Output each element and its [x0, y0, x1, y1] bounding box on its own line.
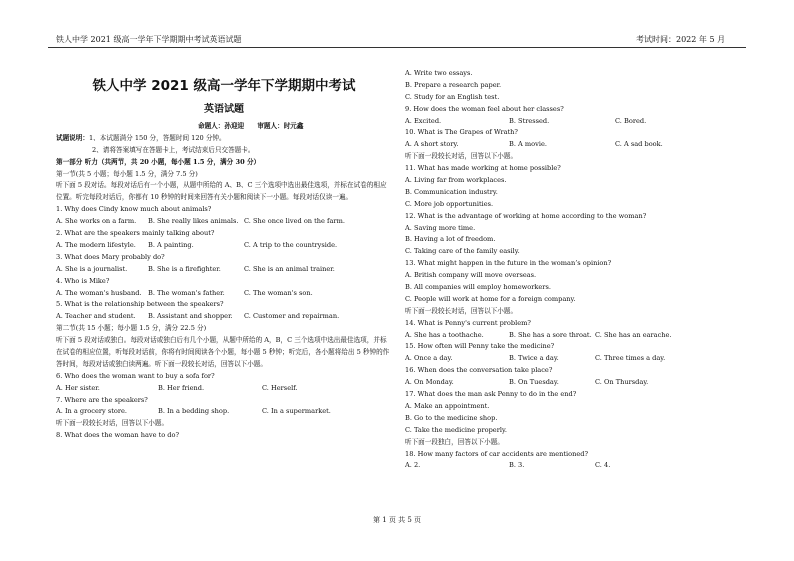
option-c: C. Three times a day. [595, 354, 666, 363]
question-options [56, 240, 392, 252]
question-stem: 11. What has made working at home possible? [405, 164, 561, 173]
option-c: C. People will work at home for a foreign company. [405, 294, 576, 303]
question-options [56, 264, 392, 276]
authors: 命题人：孙迎迎 审题人：时元鑫 [198, 122, 304, 130]
option-b: B. The woman's father. [148, 288, 225, 297]
option-b: B. Twice a day. [509, 354, 559, 363]
option-c: C. Take the medicine properly. [405, 425, 507, 434]
question-stem: 4. Who is Mike? [56, 276, 110, 285]
instructions-line-2: 2、请将答案填写在答题卡上，考试结束后只交答题卡。 [92, 145, 255, 154]
page-header-right: 考试时间：2022 年 5 月 [636, 35, 726, 44]
question-options [405, 377, 741, 389]
option-b: B. A movie. [509, 140, 547, 149]
instructions-line-1 [56, 133, 392, 145]
listen-prompt: 听下面一段较长对话，回答以下小题。 [405, 306, 518, 315]
question-stem: 16. When does the conversation take place? [405, 366, 553, 375]
option-a: A. She works on a farm. [56, 217, 137, 226]
option-a: A. Living far from workplaces. [405, 176, 507, 185]
option-c: C. She is an animal trainer. [244, 264, 335, 273]
option-b: B. 3. [509, 461, 525, 470]
option-b: B. All companies will employ homeworkers. [405, 283, 551, 292]
option-a: A. Saving more time. [405, 223, 476, 232]
option-a: A. Her sister. [56, 383, 100, 392]
question-stem: 12. What is the advantage of working at home according to the woman? [405, 211, 647, 220]
option-b: B. On Tuesday. [509, 378, 559, 387]
question-stem: 2. What are the speakers mainly talking about? [56, 229, 215, 238]
option-b: B. Communication industry. [405, 187, 498, 196]
option-c: C. Bored. [615, 116, 647, 125]
option-b: B. Having a lot of freedom. [405, 235, 496, 244]
header-rule [48, 47, 746, 48]
option-a: A. Excited. [405, 116, 442, 125]
page-header-left: 铁人中学 2021 级高一学年下学期期中考试英语试题 [56, 35, 242, 44]
listen-prompt: 听下面一段较长对话，回答以下小题。 [405, 152, 518, 161]
question-stem: 17. What does the man ask Penny to do in the end? [405, 390, 577, 399]
question-stem: 13. What might happen in the future in the woman’s opinion? [405, 259, 612, 268]
option-a: A. Teacher and student. [56, 312, 136, 321]
option-c: C. She once lived on the farm. [244, 217, 345, 226]
option-c: C. 4. [595, 461, 611, 470]
question-options [56, 383, 392, 395]
question-options [56, 288, 392, 300]
option-a: A. The modern lifestyle. [56, 240, 136, 249]
listen-prompt: 听下面一段较长对话，回答以下小题。 [56, 419, 169, 428]
option-a: A. Make an appointment. [405, 401, 490, 410]
section-one-intro: 听下面 5 段对话。每段对话后有一个小题，从题中所给的 A、B、C 三个选项中选出最佳选项，并标在试卷的相应位置。听完每段对话后，你都有 10 秒钟的时间来回答有关小题和阅读下一小题。每段对话仅读一遍。 [56, 181, 387, 202]
question-stem: 8. What does the woman have to do? [56, 431, 180, 440]
right-column [405, 68, 741, 472]
question-stem: 18. How many factors of car accidents are mentioned? [405, 449, 589, 458]
option-b: B. Prepare a research paper. [405, 80, 502, 89]
question-stem: 7. Where are the speakers? [56, 395, 148, 404]
option-b: B. Assistant and shopper. [148, 312, 233, 321]
option-c: C. Study for an English test. [405, 92, 500, 101]
question-stem: 9. How does the woman feel about her classes? [405, 104, 564, 113]
page-footer: 第 1 页 共 5 页 [372, 516, 422, 524]
option-a: A. Write two essays. [405, 69, 473, 77]
instructions-label: 试题说明： [56, 133, 89, 142]
option-b: B. Go to the medicine shop. [405, 413, 498, 422]
option-c: C. More job opportunities. [405, 199, 494, 208]
question-options [405, 353, 741, 365]
question-options [56, 406, 392, 418]
option-c: C. The woman's son. [244, 288, 313, 297]
question-stem: 1. Why does Cindy know much about animals? [56, 205, 212, 214]
left-column [56, 74, 392, 442]
question-stem: 5. What is the relationship between the speakers? [56, 300, 224, 309]
option-b: B. Stressed. [509, 116, 550, 125]
instructions-text-1: 1、本试题满分 150 分，答题时间 120 分钟。 [88, 133, 226, 142]
option-b: B. In a bedding shop. [158, 407, 230, 416]
section-two-heading: 第二节(共 15 小题；每小题 1.5 分，满分 22.5 分) [56, 324, 207, 333]
option-b: B. She is a firefighter. [148, 264, 221, 273]
option-c: C. In a supermarket. [262, 407, 331, 416]
option-b: B. She really likes animals. [148, 217, 239, 226]
question-options [405, 139, 741, 151]
option-c: C. A trip to the countryside. [244, 240, 338, 249]
option-c: C. Customer and repairman. [244, 312, 340, 321]
exam-title: 铁人中学 2021 级高一学年下学期期中考试 [92, 78, 356, 94]
option-b: B. She has a sore throat. [509, 330, 592, 339]
question-stem: 6. Who does the woman want to buy a sofa for? [56, 371, 215, 380]
option-a: A. On Monday. [405, 378, 454, 387]
option-a: A. The woman's husband. [56, 288, 142, 297]
question-stem: 14. What is Penny's current problem? [405, 318, 531, 327]
question-options [405, 116, 741, 128]
option-c: C. Herself. [262, 383, 298, 392]
question-stem: 3. What does Mary probably do? [56, 252, 165, 261]
section-two-intro: 听下面 5 段对话或独白。每段对话或独白后有几个小题，从题中所给的 A，B，C 三个选项中选出最佳选项，并标在试卷的相应位置，听每段对话前，你将有时间阅读各个小题，每小题 5 秒钟；听完后，各小题将给出 5 秒钟的作答时间，每段对话或独白读两遍。听下面一段较长对话，回答以下小题。 [56, 336, 390, 368]
question-stem: 10. What is The Grapes of Wrath? [405, 128, 518, 137]
listen-prompt-monologue: 听下面一段独白，回答以下小题。 [405, 437, 504, 446]
option-c: C. Taking care of the family easily. [405, 247, 520, 256]
question-options [405, 460, 741, 472]
question-options [405, 330, 741, 342]
question-options [56, 216, 392, 228]
option-a: A. British company will move overseas. [405, 271, 537, 280]
option-a: A. She is a journalist. [56, 264, 128, 273]
option-a: A. A short story. [405, 140, 459, 149]
option-c: C. A sad book. [615, 140, 663, 149]
option-a: A. Once a day. [405, 354, 453, 363]
option-a: A. In a grocery store. [56, 407, 127, 416]
part-one-heading: 第一部分 听力（共两节，共 20 小题，每小题 1.5 分，满分 30 分） [56, 157, 261, 166]
option-b: B. Her friend. [158, 383, 205, 392]
question-stem: 15. How often will Penny take the medicine? [405, 342, 555, 351]
option-b: B. A painting. [148, 240, 194, 249]
option-c: C. She has an earache. [595, 330, 672, 339]
option-a: A. She has a toothache. [405, 330, 484, 339]
option-c: C. On Thursday. [595, 378, 649, 387]
option-a: A. 2. [405, 461, 421, 470]
section-one-heading: 第一节(共 5 小题；每小题 1.5 分，满分 7.5 分) [56, 169, 198, 178]
question-options [56, 311, 392, 323]
exam-subtitle: 英语试题 [204, 104, 244, 115]
